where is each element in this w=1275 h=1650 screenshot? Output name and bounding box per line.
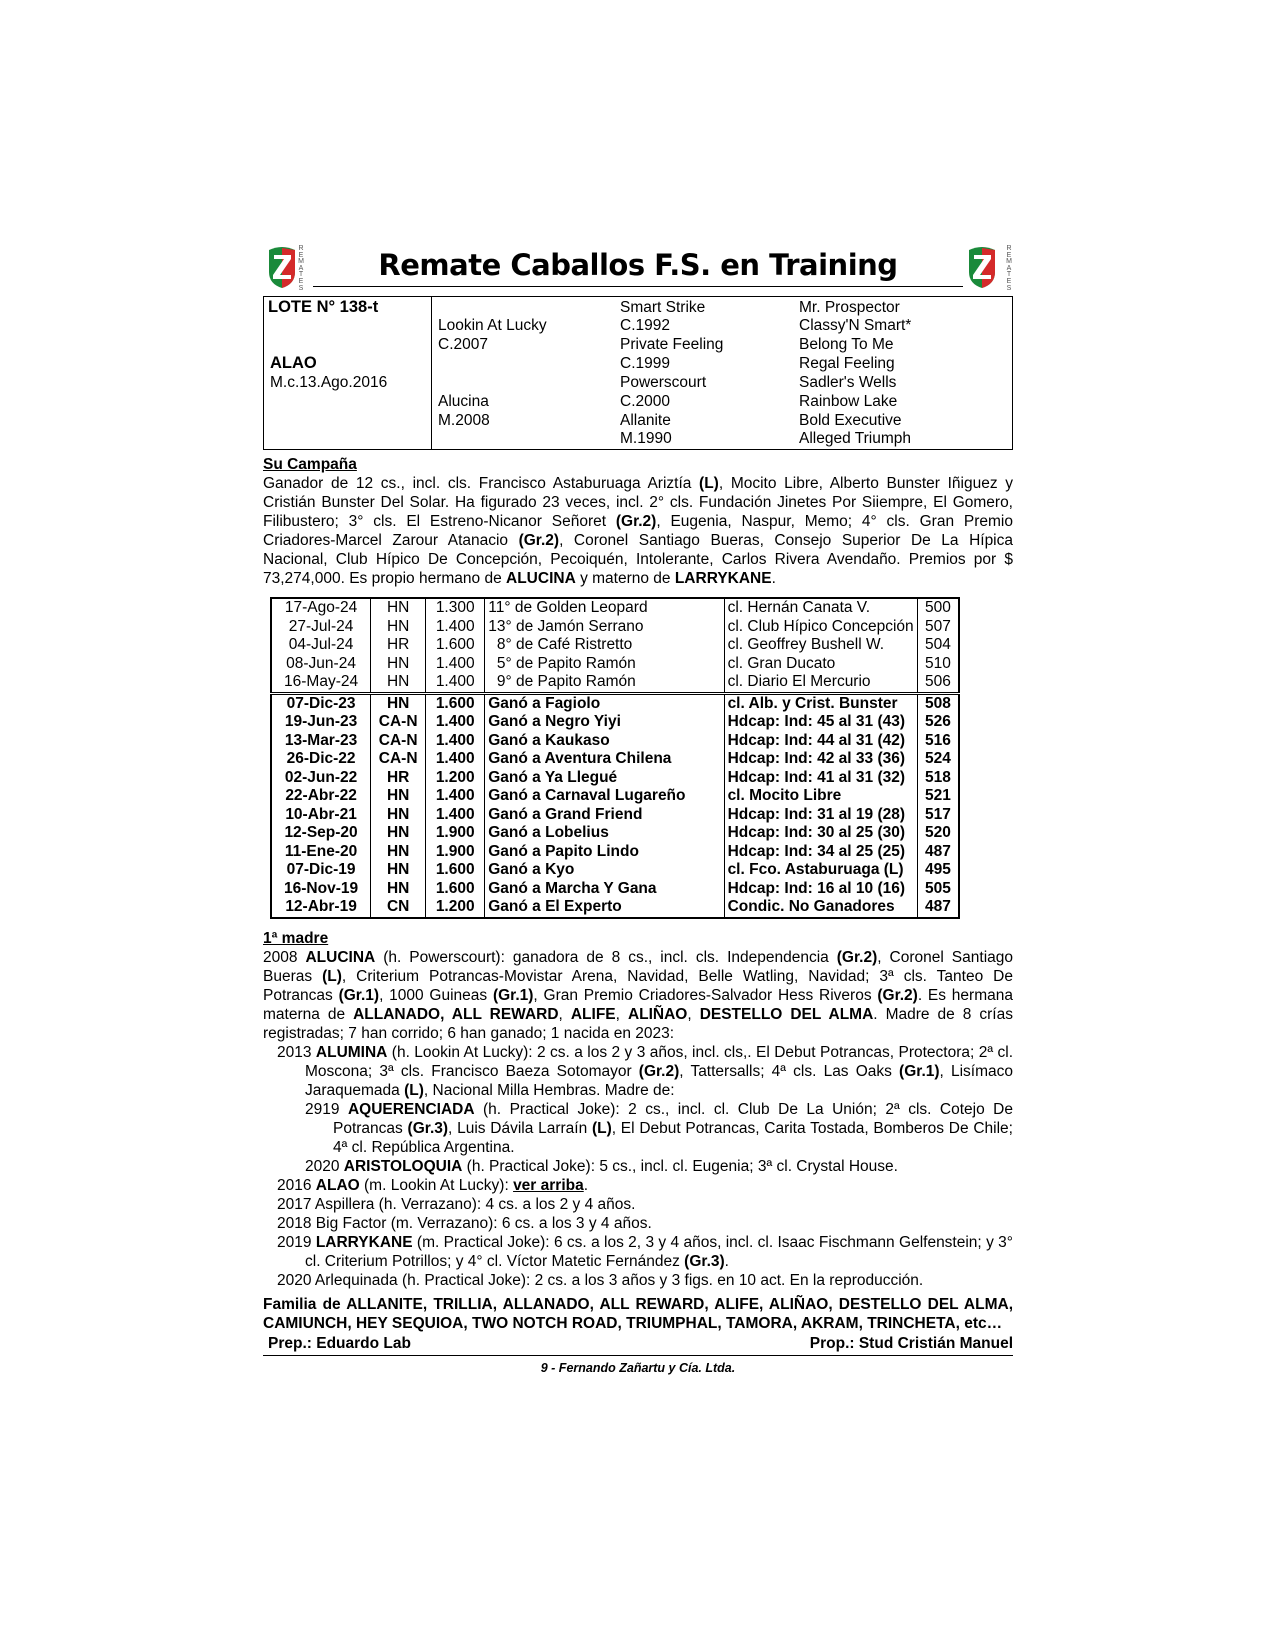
title-underline (313, 286, 963, 287)
produce-aristoloquia: 2020 ARISTOLOQUIA (h. Practical Joke): 5 cs., incl. cl. Eugenia; 3ª cl. Crystal House. (305, 1157, 898, 1175)
race-race-cell: cl. Geoffrey Bushell W. (724, 636, 917, 655)
race-dist-cell: 1.200 (426, 898, 485, 918)
race-date-cell: 13-Mar-23 (284, 731, 358, 749)
lote-number: LOTE N° 138-t (268, 298, 379, 316)
race-race-cell: Hdcap: Ind: 31 al 19 (28) (724, 806, 917, 825)
trainer: Prep.: Eduardo Lab (268, 1334, 411, 1352)
race-hip-cell: HN (371, 655, 426, 674)
great-grandparent: Mr. Prospector (799, 299, 900, 316)
race-wt-cell: 518 (917, 769, 959, 788)
race-date-cell: 08-Jun-24 (286, 654, 356, 672)
dam-name: Alucina (438, 393, 489, 410)
sire-info: C.2007 (438, 336, 488, 353)
race-dist-cell: 1.400 (426, 806, 485, 825)
race-race-cell: Hdcap: Ind: 16 al 10 (16) (724, 880, 917, 899)
horse-info: M.c.13.Ago.2016 (270, 374, 388, 391)
race-hip-cell: HR (371, 769, 426, 788)
race-wt-cell: 505 (917, 880, 959, 899)
campaign-heading: Su Campaña (263, 456, 357, 473)
race-row (271, 880, 959, 899)
race-row (271, 713, 959, 732)
race-date-cell: 10-Abr-21 (285, 805, 357, 823)
race-race-cell: cl. Alb. y Crist. Bunster (724, 693, 917, 713)
granddam-paternal: Private Feeling (620, 336, 724, 353)
granddam-maternal: Allanite (620, 412, 671, 429)
great-grandparent: Classy'N Smart* (799, 317, 912, 334)
race-wt-cell: 495 (917, 861, 959, 880)
race-result-cell: Ganó a Marcha Y Gana (485, 880, 724, 899)
great-grandparent: Sadler's Wells (799, 374, 897, 391)
family-line: Familia de ALLANITE, TRILLIA, ALLANADO, ALL REWARD, ALIFE, ALIÑAO, DESTELLO DEL ALMA, CAMIUNCH, HEY SEQUIOA, TWO NOTCH ROAD, TRIUMPHAL, TAMORA, AKRAM, TRINCHETA, etc… (263, 1295, 1013, 1332)
race-hip-cell: CA-N (371, 732, 426, 751)
race-row (271, 769, 959, 788)
great-grandparent: Regal Feeling (799, 355, 895, 372)
first-dam-heading: 1ª madre (263, 929, 329, 947)
race-date-cell: 11-Ene-20 (284, 842, 358, 860)
race-dist-cell: 1.600 (426, 636, 485, 655)
race-dist-cell: 1.400 (426, 750, 485, 769)
race-result-cell: Ganó a Fagiolo (485, 693, 724, 713)
race-wt-cell: 526 (917, 713, 959, 732)
race-race-cell: Hdcap: Ind: 44 al 31 (42) (724, 732, 917, 751)
race-race-cell: Hdcap: Ind: 42 al 33 (36) (724, 750, 917, 769)
alucina-paragraph: 2008 ALUCINA (h. Powerscourt): ganadora de 8 cs., incl. cls. Independencia (Gr.2), Coronel Santiago Bueras (L), Criterium Potrancas-Movistar Arena, Navidad, Belle Watling, Navidad; 3ª cls. Tanteo De Potrancas (Gr.1), 1000 Guineas (Gr.1), Gran Premio Criadores-Salvador Hess Riveros (Gr.2). Es hermana materna de ALLANADO, ALL REWARD, ALIFE, ALIÑAO, DESTELLO DEL ALMA. Madre de 8 crías registradas; 7 han corrido; 6 han ganado; 1 nacida en 2023: (263, 948, 1014, 1042)
race-wt-cell: 510 (917, 655, 959, 674)
race-date-cell: 16-May-24 (284, 673, 359, 690)
pedigree-divider (431, 297, 432, 449)
race-row (271, 618, 959, 637)
granddam-paternal-info: C.1999 (620, 355, 670, 372)
race-dist-cell: 1.400 (426, 713, 485, 732)
race-result-cell: 13° de Jamón Serrano (485, 618, 724, 637)
race-dist-cell: 1.400 (426, 655, 485, 674)
produce-aspillera: 2017 Aspillera (h. Verrazano): 4 cs. a los 2 y 4 años. (277, 1195, 636, 1213)
race-wt-cell: 506 (917, 673, 959, 693)
race-race-cell: Hdcap: Ind: 41 al 31 (32) (724, 769, 917, 788)
race-race-cell: Hdcap: Ind: 45 al 31 (43) (724, 713, 917, 732)
race-dist-cell: 1.900 (426, 843, 485, 862)
horse-name: ALAO (270, 354, 317, 372)
race-date-cell: 26-Dic-22 (286, 750, 356, 767)
catalog-page (263, 240, 1013, 1375)
race-row (271, 843, 959, 862)
race-hip-cell: HN (371, 673, 426, 693)
race-race-cell: Condic. No Ganadores (724, 898, 917, 918)
race-race-cell: cl. Club Hípico Concepción (724, 618, 917, 637)
race-result-cell: Ganó a Ya Llegué (485, 769, 724, 788)
race-hip-cell: CA-N (371, 750, 426, 769)
race-result-cell: Ganó a Papito Lindo (485, 843, 724, 862)
produce-larrykane: 2019 LARRYKANE (m. Practical Joke): 6 cs. a los 2, 3 y 4 años, incl. cl. Isaac Fischmann Gelfenstein; y 3° cl. Criterium Potrillos; y 4° cl. Víctor Matetic Fernández (Gr.3). (277, 1233, 1013, 1270)
race-date-cell: 12-Abr-19 (285, 898, 357, 915)
race-dist-cell: 1.900 (426, 824, 485, 843)
grandsire-paternal: Smart Strike (620, 299, 706, 316)
race-hip-cell: HN (371, 618, 426, 637)
first-dam-section (263, 948, 1013, 1290)
race-wt-cell: 507 (917, 618, 959, 637)
race-result-cell: 11° de Golden Leopard (485, 598, 724, 618)
race-date-cell: 27-Jul-24 (288, 617, 354, 635)
great-grandparent: Bold Executive (799, 412, 902, 429)
race-dist-cell: 1.400 (426, 618, 485, 637)
race-result-cell: Ganó a Kaukaso (485, 732, 724, 751)
race-dist-cell: 1.300 (426, 598, 485, 618)
race-race-cell: cl. Diario El Mercurio (724, 673, 917, 693)
race-date-cell: 07-Dic-19 (286, 861, 356, 878)
trainer-owner-row (263, 1333, 1013, 1355)
great-grandparent: Belong To Me (799, 336, 894, 353)
race-dist-cell: 1.400 (426, 787, 485, 806)
race-row (271, 824, 959, 843)
race-hip-cell: HN (371, 598, 426, 618)
footer-rule (263, 1355, 1013, 1356)
race-race-cell: cl. Fco. Astaburuaga (L) (724, 861, 917, 880)
race-wt-cell: 524 (917, 750, 959, 769)
race-row (271, 861, 959, 880)
race-dist-cell: 1.600 (426, 880, 485, 899)
race-wt-cell: 487 (917, 843, 959, 862)
race-race-cell: cl. Gran Ducato (724, 655, 917, 674)
race-wt-cell: 504 (917, 636, 959, 655)
dam-info: M.2008 (438, 412, 490, 429)
race-date-cell: 16-Nov-19 (284, 879, 359, 897)
race-date-cell: 04-Jul-24 (288, 636, 354, 653)
remates-vertical-text: R E M A T E S (298, 245, 304, 292)
race-result-cell: Ganó a Negro Yiyi (485, 713, 724, 732)
race-race-cell: cl. Mocito Libre (724, 787, 917, 806)
page-title: Remate Caballos F.S. en Training (378, 248, 898, 282)
sire-name: Lookin At Lucky (438, 317, 547, 334)
race-wt-cell: 487 (917, 898, 959, 918)
race-result-cell: 5° de Papito Ramón (485, 655, 724, 674)
race-row (271, 598, 959, 618)
race-hip-cell: CN (371, 898, 426, 918)
race-date-cell: 12-Sep-20 (284, 824, 358, 841)
race-date-cell: 19-Jun-23 (284, 713, 358, 730)
race-result-cell: Ganó a Lobelius (485, 824, 724, 843)
race-row (271, 732, 959, 751)
race-date-cell: 07-Dic-23 (271, 693, 371, 713)
race-row (271, 898, 959, 918)
race-record-table (270, 597, 960, 919)
race-result-cell: Ganó a El Experto (485, 898, 724, 918)
race-hip-cell: HN (371, 787, 426, 806)
produce-aquerenciada: 2919 AQUERENCIADA (h. Practical Joke): 2 cs., incl. cl. Club De La Unión; 2ª cls. Cotejo De Potrancas (Gr.3), Luis Dávila Larraín (L), El Debut Potrancas, Carita Tostada, Bomberos De Chile; 4ª cl. República Argentina. (305, 1100, 1013, 1156)
race-race-cell: Hdcap: Ind: 34 al 25 (25) (724, 843, 917, 862)
owner: Prop.: Stud Cristián Manuel (809, 1334, 1013, 1352)
race-dist-cell: 1.400 (426, 732, 485, 751)
race-hip-cell: CA-N (371, 713, 426, 732)
race-result-cell: Ganó a Aventura Chilena (485, 750, 724, 769)
produce-big-factor: 2018 Big Factor (m. Verrazano): 6 cs. a los 3 y 4 años. (277, 1214, 652, 1232)
race-wt-cell: 516 (917, 732, 959, 751)
race-wt-cell: 508 (917, 693, 959, 713)
race-date-cell: 22-Abr-22 (285, 787, 357, 804)
race-row (271, 693, 959, 713)
race-row (271, 636, 959, 655)
race-result-cell: Ganó a Carnaval Lugareño (485, 787, 724, 806)
race-wt-cell: 521 (917, 787, 959, 806)
race-row (271, 787, 959, 806)
great-grandparent: Rainbow Lake (799, 393, 898, 410)
campaign-text: Ganador de 12 cs., incl. cls. Francisco Astaburuaga Ariztía (L), Mocito Libre, Alberto Bunster Iñiguez y Cristián Bunster Del Solar. Ha figurado 23 veces, incl. 2° cls. Fundación Jinetes Por Siiempre, El Gomero, Filibustero; 3° cls. El Estreno-Nicanor Señoret (Gr.2), Eugenia, Naspur, Memo; 4° cls. Gran Premio Criadores-Marcel Zarour Atanacio (Gr.2), Coronel Santiago Bueras, Consejo Superior De La Hípica Nacional, Club Hípico De Concepción, Pecoiquén, Intolerante, Carlos Rivera Avendaño. Premios por $ 73,274,000. Es propio hermano de ALUCINA y materno de LARRYKANE. (263, 475, 1013, 587)
race-hip-cell: HN (371, 693, 426, 713)
race-result-cell: 9° de Papito Ramón (485, 673, 724, 693)
race-hip-cell: HN (371, 806, 426, 825)
grandsire-paternal-info: C.1992 (620, 317, 670, 334)
zr-logo-right (965, 245, 1012, 292)
race-hip-cell: HN (371, 824, 426, 843)
race-row (271, 673, 959, 693)
race-dist-cell: 1.600 (426, 861, 485, 880)
race-row (271, 806, 959, 825)
remates-vertical-text: R E M A T E S (1006, 245, 1012, 292)
race-race-cell: cl. Hernán Canata V. (724, 598, 917, 618)
race-dist-cell: 1.600 (426, 693, 485, 713)
produce-alumina: 2013 ALUMINA (h. Lookin At Lucky): 2 cs. a los 2 y 3 años, incl. cls,. El Debut Potrancas, Protectora; 2ª cl. Moscona; 3ª cls. Francisco Baeza Sotomayor (Gr.2), Tattersalls; 4ª cls. Las Oaks (Gr.1), Lisímaco Jaraquemada (L), Nacional Milla Hembras. Madre de: (277, 1043, 1014, 1099)
race-date-cell: 17-Ago-24 (284, 599, 358, 616)
page-footer: 9 - Fernando Zañartu y Cía. Ltda. (540, 1360, 736, 1375)
produce-alao: 2016 ALAO (m. Lookin At Lucky): ver arriba. (277, 1176, 589, 1194)
race-dist-cell: 1.400 (426, 673, 485, 693)
race-race-cell: Hdcap: Ind: 30 al 25 (30) (724, 824, 917, 843)
page-header (263, 240, 1013, 290)
race-result-cell: Ganó a Kyo (485, 861, 724, 880)
race-hip-cell: HN (371, 880, 426, 899)
race-date-cell: 02-Jun-22 (284, 768, 358, 786)
grandsire-maternal: Powerscourt (620, 374, 707, 391)
race-dist-cell: 1.200 (426, 769, 485, 788)
race-wt-cell: 500 (917, 598, 959, 618)
race-hip-cell: HN (371, 843, 426, 862)
grandsire-maternal-info: C.2000 (620, 393, 670, 410)
race-hip-cell: HN (371, 861, 426, 880)
race-row (271, 750, 959, 769)
race-result-cell: Ganó a Grand Friend (485, 806, 724, 825)
great-grandparent: Alleged Triumph (799, 430, 912, 447)
race-wt-cell: 517 (917, 806, 959, 825)
granddam-maternal-info: M.1990 (620, 430, 672, 447)
pedigree-box (263, 296, 1013, 450)
race-hip-cell: HR (371, 636, 426, 655)
produce-arlequinada: 2020 Arlequinada (h. Practical Joke): 2 cs. a los 3 años y 3 figs. en 10 act. En la reproducción. (277, 1271, 924, 1289)
race-wt-cell: 520 (917, 824, 959, 843)
race-row (271, 655, 959, 674)
race-result-cell: 8° de Café Ristretto (485, 636, 724, 655)
